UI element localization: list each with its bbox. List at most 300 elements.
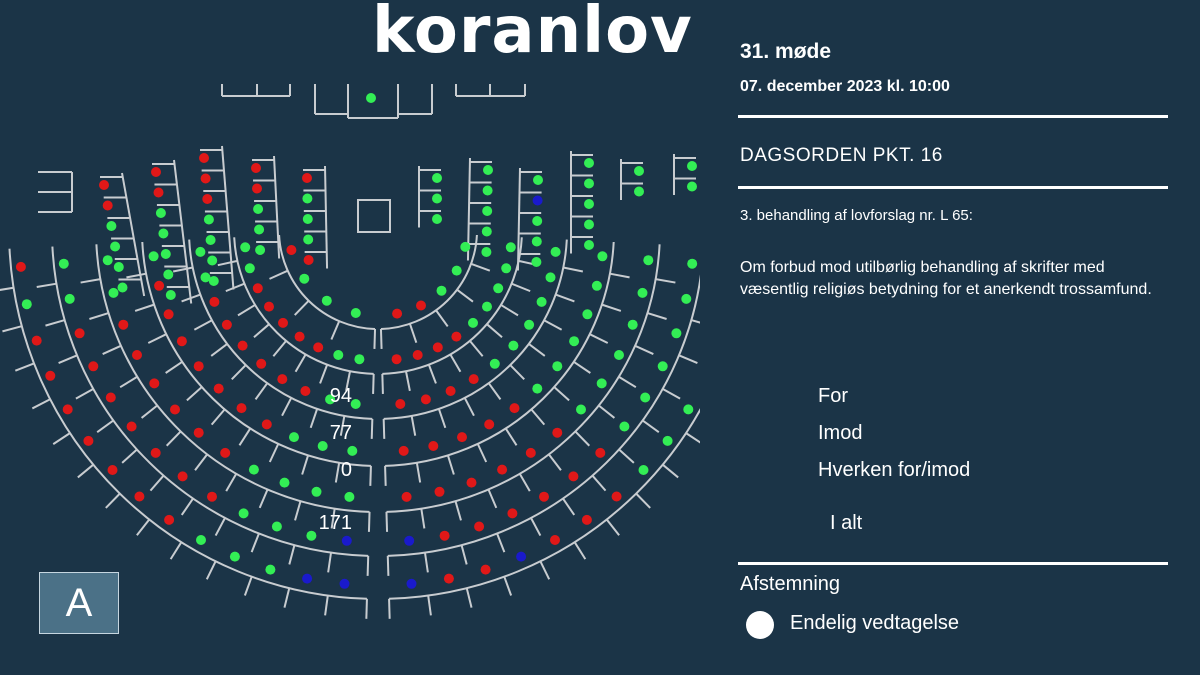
seat-dot xyxy=(658,361,668,371)
seat-dot xyxy=(286,245,296,255)
seat-dot xyxy=(154,281,164,291)
seat-dot xyxy=(584,158,594,168)
seat-dot xyxy=(671,328,681,338)
chamber-line xyxy=(256,383,268,399)
chamber-line xyxy=(222,146,233,290)
seat-dot xyxy=(628,320,638,330)
seat-dot xyxy=(262,419,272,429)
seat-dot xyxy=(507,508,517,518)
total-count: 171 xyxy=(318,512,352,534)
seat-dot xyxy=(277,374,287,384)
seat-dot xyxy=(432,173,442,183)
seat-dot xyxy=(497,465,507,475)
seat-dot xyxy=(399,446,409,456)
chamber-line xyxy=(504,577,511,596)
seat-dot xyxy=(204,215,214,225)
chamber-line xyxy=(489,383,501,399)
seat-dot xyxy=(45,371,55,381)
seat-dot xyxy=(526,448,536,458)
seat-dot xyxy=(614,350,624,360)
seat-dot xyxy=(253,283,263,293)
chamber-line xyxy=(120,377,137,387)
seat-dot xyxy=(249,465,259,475)
agenda-item: 3. behandling af lovforslag nr. L 65: xyxy=(740,207,973,224)
chamber-line xyxy=(53,433,70,444)
chamber-line xyxy=(32,399,50,408)
seat-dot xyxy=(510,403,520,413)
meeting-datetime: 07. december 2023 kl. 10:00 xyxy=(740,78,950,95)
seat-dot xyxy=(88,361,98,371)
seat-dot xyxy=(304,255,314,265)
chamber-line xyxy=(81,279,101,282)
seat-dot xyxy=(109,288,119,298)
chamber-line xyxy=(97,420,113,432)
seat-dot xyxy=(634,187,644,197)
agenda-heading: DAGSORDEN PKT. 16 xyxy=(740,145,943,166)
chamber-line xyxy=(325,166,327,269)
chamber-line xyxy=(366,599,367,619)
chamber-line xyxy=(218,261,238,265)
chamber-line xyxy=(374,329,375,349)
chamber-line xyxy=(389,599,390,619)
divider xyxy=(738,186,1168,189)
agenda-description: Om forbud mod utilbørlig behandling af skrifter med væsentlig religiøs betydning for et anerkendt trossamfund. xyxy=(740,259,1152,298)
chamber-line xyxy=(410,324,416,343)
seat-dot xyxy=(220,448,230,458)
seat-dot xyxy=(404,536,414,546)
seat-dot xyxy=(597,378,607,388)
chamber-line xyxy=(531,409,544,424)
seat-dot xyxy=(303,214,313,224)
chamber-line xyxy=(0,288,14,291)
seat-dot xyxy=(272,522,282,532)
seat-dot xyxy=(201,174,211,184)
chamber-line xyxy=(540,561,549,579)
seat-dot xyxy=(199,153,209,163)
chamber-line xyxy=(216,518,225,536)
vote-type-label: Endelig vedtagelse xyxy=(790,612,960,634)
chamber-line xyxy=(599,405,615,417)
chamber-line xyxy=(429,365,436,384)
chamber-line xyxy=(232,365,246,379)
seat-dot xyxy=(482,206,492,216)
chamber-line xyxy=(260,489,268,507)
chamber-line xyxy=(194,320,212,330)
seat-dot xyxy=(640,393,650,403)
chamber-line xyxy=(296,354,306,371)
seat-dot xyxy=(484,419,494,429)
seat-dot xyxy=(245,263,255,273)
seat-dot xyxy=(254,225,264,235)
chamber-line xyxy=(187,387,202,400)
seat-dot xyxy=(106,221,116,231)
seat-dot xyxy=(490,359,500,369)
seat-dot xyxy=(299,274,309,284)
seat-dot xyxy=(413,350,423,360)
seat-dot xyxy=(312,487,322,497)
chamber-line xyxy=(512,284,531,291)
seat-dot xyxy=(202,194,212,204)
chamber-line xyxy=(417,463,420,483)
seat-dot xyxy=(302,194,312,204)
seat-dot xyxy=(264,302,274,312)
seat-dot xyxy=(151,448,161,458)
chamber-line xyxy=(325,596,328,616)
chamber-line xyxy=(320,365,327,384)
overlay-title: koranlov xyxy=(372,0,693,68)
chamber-line xyxy=(373,374,374,394)
chamber-line xyxy=(529,344,545,356)
seat-dot xyxy=(552,361,562,371)
seat-dot xyxy=(118,283,128,293)
seat-dot xyxy=(253,204,263,214)
seat-dot xyxy=(151,167,161,177)
seat-dot xyxy=(532,237,542,247)
chamber-line xyxy=(15,363,34,370)
seat-dot xyxy=(437,286,447,296)
chamber-line xyxy=(166,362,183,373)
seat-dot xyxy=(322,296,332,306)
chamber-line xyxy=(497,533,504,552)
seat-dot xyxy=(595,448,605,458)
chamber-line xyxy=(384,419,385,439)
seat-dot xyxy=(516,552,526,562)
chamber-line xyxy=(619,377,636,387)
seat-dot xyxy=(239,508,249,518)
chamber-line xyxy=(274,156,279,259)
seat-dot xyxy=(16,262,26,272)
seat-dot xyxy=(280,478,290,488)
seat-dot xyxy=(638,288,648,298)
result-count: 0 xyxy=(340,459,352,481)
seat-dot xyxy=(619,422,629,432)
seat-dot xyxy=(532,384,542,394)
seat-dot xyxy=(568,471,578,481)
seat-dot xyxy=(428,441,438,451)
seat-dot xyxy=(452,266,462,276)
seat-dot xyxy=(163,270,173,280)
chamber-line xyxy=(471,264,490,271)
seat-dot xyxy=(134,492,144,502)
chamber-line xyxy=(282,398,291,416)
seat-dot xyxy=(313,342,323,352)
seat-dot xyxy=(550,535,560,545)
chamber-line xyxy=(195,454,207,470)
seat-dot xyxy=(170,405,180,415)
chamber-line xyxy=(167,431,181,445)
seat-dot xyxy=(687,182,697,192)
seat-dot xyxy=(469,374,479,384)
chamber-line xyxy=(679,355,697,363)
seat-dot xyxy=(539,492,549,502)
seat-dot xyxy=(634,166,644,176)
chamber-line xyxy=(171,542,182,559)
seat-dot xyxy=(432,194,442,204)
chamber-line xyxy=(575,542,586,559)
seat-dot xyxy=(103,201,113,211)
seat-dot xyxy=(482,302,492,312)
chamber-line xyxy=(78,465,93,478)
seat-dot xyxy=(302,173,312,183)
seat-dot xyxy=(278,318,288,328)
seat-dot xyxy=(214,384,224,394)
chamber-line xyxy=(462,545,467,564)
chamber-line xyxy=(406,371,410,391)
chamber-line xyxy=(252,533,259,552)
chamber-line xyxy=(663,389,680,399)
seat-dot xyxy=(440,531,450,541)
seat-dot xyxy=(118,320,128,330)
chamber-line xyxy=(331,321,339,339)
seat-dot xyxy=(457,432,467,442)
seat-dot xyxy=(532,216,542,226)
seat-dot xyxy=(584,220,594,230)
chamber-line xyxy=(59,355,77,363)
chamber-line xyxy=(174,160,191,304)
chamber-row-arc xyxy=(382,237,522,374)
chamber-line xyxy=(2,326,21,331)
chamber-line xyxy=(270,271,288,279)
seat-dot xyxy=(576,405,586,415)
meeting-number: 31. møde xyxy=(740,40,832,63)
chamber-line xyxy=(549,454,561,470)
seat-dot xyxy=(166,290,176,300)
seat-dot xyxy=(164,309,174,319)
chamber-line xyxy=(643,420,659,432)
chamber-line xyxy=(126,274,146,278)
chamber-line xyxy=(607,520,619,536)
chamber-line xyxy=(635,346,653,354)
chamber-line xyxy=(457,290,473,302)
chamber-line xyxy=(295,301,309,315)
chamber-line xyxy=(289,545,294,564)
seat-dot xyxy=(195,247,205,257)
seat-dot xyxy=(32,336,42,346)
chamber-line xyxy=(226,474,236,491)
chamber-line xyxy=(592,476,605,491)
chamber-line xyxy=(386,512,387,532)
chamber-line xyxy=(328,553,331,573)
chamber-line xyxy=(455,501,460,520)
chamber-line xyxy=(467,588,472,607)
chamber-line xyxy=(245,577,252,596)
total-label: I alt xyxy=(830,512,863,534)
radio-selected-icon xyxy=(746,611,774,639)
chamber-line xyxy=(45,320,64,326)
seat-dot xyxy=(251,163,261,173)
chamber-line xyxy=(388,556,389,576)
seat-dot xyxy=(421,394,431,404)
chamber-line xyxy=(510,365,524,379)
seat-dot xyxy=(222,320,232,330)
seat-dot xyxy=(206,235,216,245)
seat-dot xyxy=(402,492,412,502)
chamber-line xyxy=(501,305,518,315)
chamber-line xyxy=(465,398,474,416)
chamber-line xyxy=(556,295,575,302)
seat-dot xyxy=(164,515,174,525)
chamber-line xyxy=(531,518,540,536)
seat-dot xyxy=(474,522,484,532)
chamber-line xyxy=(385,466,386,486)
chamber-line xyxy=(76,389,93,399)
seat-dot xyxy=(433,342,443,352)
seat-dot xyxy=(483,165,493,175)
seat-dot xyxy=(584,179,594,189)
seat-dot xyxy=(435,487,445,497)
chamber-line xyxy=(506,428,517,445)
chamber-line xyxy=(656,279,676,282)
chamber-line xyxy=(450,354,460,371)
chamber-line xyxy=(122,449,137,462)
chamber-line xyxy=(487,324,502,337)
seat-dot xyxy=(59,259,69,269)
chamber-line xyxy=(368,556,369,576)
seat-dot xyxy=(508,341,518,351)
seat-dot xyxy=(467,478,477,488)
seat-dot xyxy=(483,186,493,196)
seat-dot xyxy=(687,161,697,171)
chamber-line xyxy=(37,284,57,287)
seat-dot xyxy=(392,309,402,319)
seat-dot xyxy=(681,294,691,304)
seat-dot xyxy=(209,297,219,307)
vote-type-title: Afstemning xyxy=(740,573,841,595)
chamber-line xyxy=(284,588,289,607)
seat-dot xyxy=(295,332,305,342)
seat-dot xyxy=(501,263,511,273)
seat-dot xyxy=(354,354,364,364)
chamber-line xyxy=(137,520,149,536)
chamber-line xyxy=(663,465,678,478)
chamber-line xyxy=(182,498,193,514)
seat-dot xyxy=(493,283,503,293)
seat-dot xyxy=(395,399,405,409)
seat-dot xyxy=(255,245,265,255)
seat-dot xyxy=(302,574,312,584)
chamber-line xyxy=(619,449,634,462)
seat-dot xyxy=(663,436,673,446)
chamber-line xyxy=(470,341,483,356)
speaker-podium xyxy=(358,200,390,232)
seat-dot xyxy=(132,350,142,360)
seat-dot xyxy=(63,404,73,414)
chamber-line xyxy=(226,284,245,291)
seat-dot xyxy=(194,361,204,371)
chamber-line xyxy=(372,419,373,439)
seat-dot xyxy=(481,565,491,575)
seat-dot xyxy=(178,471,188,481)
chamber-line xyxy=(590,334,608,343)
divider xyxy=(738,115,1168,118)
chamber-line xyxy=(142,405,158,417)
seat-dot xyxy=(158,229,168,239)
seat-dot xyxy=(687,259,697,269)
seat-dot xyxy=(265,565,275,575)
seat-dot xyxy=(207,256,217,266)
seat-dot xyxy=(154,188,164,198)
seat-dot xyxy=(65,294,75,304)
chamber-line xyxy=(448,455,454,474)
seat-dot xyxy=(127,422,137,432)
chamber-line xyxy=(207,561,216,579)
chamber-line xyxy=(425,553,428,573)
seat-dot xyxy=(156,208,166,218)
chamber-line xyxy=(239,428,250,445)
seat-dot xyxy=(108,465,118,475)
chamber-line xyxy=(103,346,121,354)
seat-dot xyxy=(149,251,159,261)
seat-dot xyxy=(444,574,454,584)
seat-dot xyxy=(584,240,594,250)
chamber-line xyxy=(610,274,630,278)
chamber-line xyxy=(421,509,424,529)
chamber-line xyxy=(211,344,227,356)
seat-dot xyxy=(533,196,543,206)
seat-dot xyxy=(392,354,402,364)
result-label: For xyxy=(818,385,848,407)
chamber-line xyxy=(554,387,569,400)
chamber-line xyxy=(520,474,530,491)
seat-dot xyxy=(194,428,204,438)
seat-dot xyxy=(177,336,187,346)
seat-dot xyxy=(582,309,592,319)
seat-dot xyxy=(201,272,211,282)
seat-dot xyxy=(303,235,313,245)
chamber-line xyxy=(412,416,416,436)
seat-dot xyxy=(114,262,124,272)
chamber-line xyxy=(273,341,286,356)
chamber-line xyxy=(686,433,700,444)
seat-dot xyxy=(524,320,534,330)
chamber-line xyxy=(382,374,383,394)
seat-dot xyxy=(506,242,516,252)
seat-dot xyxy=(552,428,562,438)
chamber-line xyxy=(575,431,589,445)
seat-dot xyxy=(149,378,159,388)
seat-dot xyxy=(612,492,622,502)
seat-dot xyxy=(468,318,478,328)
seat-dot xyxy=(533,175,543,185)
seat-dot xyxy=(237,403,247,413)
chamber-line xyxy=(106,494,120,508)
divider xyxy=(738,562,1168,565)
seat-dot xyxy=(161,249,171,259)
chamber-line xyxy=(238,305,255,315)
chamber-line xyxy=(563,268,583,272)
seat-dot xyxy=(110,242,120,252)
chamber-line xyxy=(89,313,108,319)
seat-dot xyxy=(597,251,607,261)
chamber-line xyxy=(439,409,445,428)
seat-dot xyxy=(407,579,417,589)
chamber-line xyxy=(436,310,448,326)
seat-dot xyxy=(432,214,442,224)
seat-dot xyxy=(460,242,470,252)
chamber-line xyxy=(488,489,496,507)
result-label: Imod xyxy=(818,422,863,444)
chamber-line xyxy=(544,320,562,330)
chamber-line xyxy=(150,476,163,491)
seat-dot xyxy=(238,341,248,351)
seat-dot xyxy=(22,299,32,309)
result-count: 77 xyxy=(329,422,352,444)
seat-dot xyxy=(83,436,93,446)
seat-dot xyxy=(366,93,376,103)
seat-dot xyxy=(569,336,579,346)
chamber-line xyxy=(254,324,269,337)
seat-dot xyxy=(643,255,653,265)
